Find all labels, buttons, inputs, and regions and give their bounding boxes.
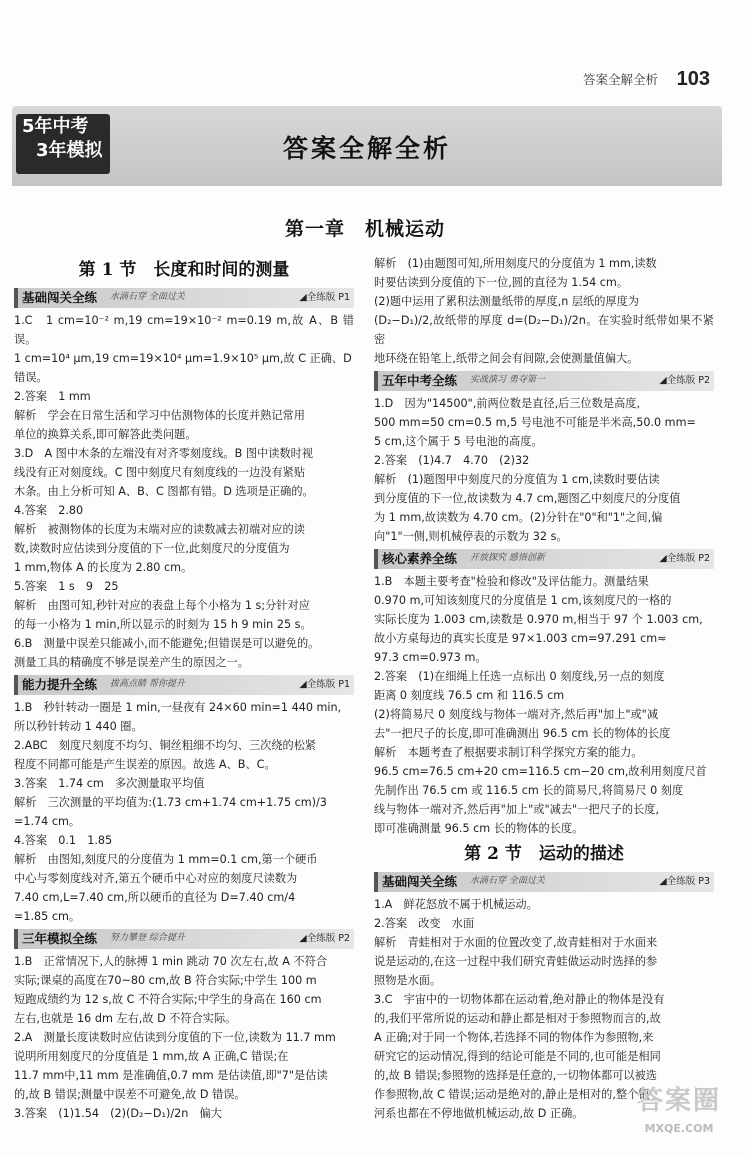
answer-line: 时要估读到分度值的下一位,圆的直径为 1.54 cm。 xyxy=(374,276,629,289)
answer-line: 3.C 宇宙中的一切物体都在运动着,绝对静止的物体是没有 xyxy=(374,992,665,1006)
answer-line: 到分度值的下一位,故读数为 4.7 cm,题图乙中刻度尺的分度值 xyxy=(374,492,681,505)
logo-line2: 3年模拟 xyxy=(36,140,103,161)
answer-line: 的每一小格为 1 min,所以显示的时刻为 15 h 9 min 25 s。 xyxy=(14,617,312,631)
answer-line: 先制作出 76.5 cm 或 116.5 cm 长的简易尺,将简易尺 0 刻度 xyxy=(374,784,684,797)
bar-title: 五年中考全练 xyxy=(382,373,458,388)
answer-line: 为 1 mm,故读数为 4.70 cm。(2)分针在"0"和"1"之间,偏 xyxy=(374,511,663,524)
answer-line: 5 cm,这个属于 5 号电池的高度。 xyxy=(374,435,543,448)
answer-line: 错误。 xyxy=(14,370,48,384)
answer-block xyxy=(14,698,354,926)
right-column xyxy=(374,254,714,1123)
answer-line: 3.答案 1.74 cm 多次测量取平均值 xyxy=(14,776,205,790)
section-bar xyxy=(374,549,714,569)
bar-subtitle: 实战演习 勇夺第一 xyxy=(470,375,545,385)
answer-block xyxy=(374,572,714,838)
answer-block xyxy=(374,254,714,368)
bar-page: ◢全练版 P3 xyxy=(659,875,710,887)
section-bar xyxy=(14,675,354,695)
answer-line: 研究它的运动情况,得到的结论可能是不同的,也可能是相同 xyxy=(374,1049,661,1063)
answer-line: 距离 0 刻度线 76.5 cm 和 116.5 cm xyxy=(374,689,565,702)
answer-line: 去"一把尺子的长度,即可准确测出 96.5 cm 长的物体的长度 xyxy=(374,727,671,740)
answer-line: 2.A 测量长度读数时应估读到分度值的下一位,读数为 11.7 mm xyxy=(14,1030,336,1044)
bar-page: ◢全练版 P1 xyxy=(299,678,350,690)
answer-line: 1.B 本题主要考查"检验和修改"及评估能力。测量结果 xyxy=(374,575,649,588)
answer-line: 7.40 cm,L=7.40 cm,所以硬币的直径为 D=7.40 cm/4 xyxy=(14,890,296,904)
answer-line: 的,故 B 错误;参照物的选择是任意的,一切物体都可以被选 xyxy=(374,1068,657,1082)
answer-line: 解析 (1)题图甲中刻度尺的分度值为 1 cm,读数时要估读 xyxy=(374,473,660,486)
answer-block xyxy=(374,394,714,546)
running-header xyxy=(0,64,750,94)
answer-line: 的,故 B 错误;测量中误差不可避免,故 D 错误。 xyxy=(14,1087,246,1101)
bar-page: ◢全练版 P2 xyxy=(659,553,710,564)
answer-line: 2.答案 (1)4.7 4.70 (2)32 xyxy=(374,454,530,467)
answer-line: 左右,也就是 16 dm 左右,故 D 不符合实际。 xyxy=(14,1011,237,1025)
answer-line: 实际长度为 1.003 cm,读数是 0.970 m,相当于 97 个 1.003 cm, xyxy=(374,613,703,626)
answer-line: 照物是水面。 xyxy=(374,973,442,987)
answer-line: 500 mm=50 cm=0.5 m,5 号电池不可能是半米高,50.0 mm= xyxy=(374,416,696,429)
answer-line: 解析 (1)由题图可知,所用刻度尺的分度值为 1 mm,读数 xyxy=(374,257,657,270)
watermark-top: 答案圈 xyxy=(636,1086,721,1116)
answer-line: 97.3 cm=0.973 m。 xyxy=(374,651,487,664)
answer-line: 1.B 秒针转动一圈是 1 min,一昼夜有 24×60 min=1 440 min, xyxy=(14,700,342,714)
answer-line: 0.970 m,可知该刻度尺的分度值是 1 cm,该刻度尺的一格的 xyxy=(374,594,672,607)
answer-line: 解析 三次测量的平均值为:(1.73 cm+1.74 cm+1.75 cm)/3 xyxy=(14,795,327,809)
answer-line: 6.B 测量中误差只能减小,而不能避免;但错误是可以避免的。 xyxy=(14,636,320,650)
answer-line: 数,读数时应估读到分度值的下一位,此刻度尺的分度值为 xyxy=(14,541,290,555)
answer-line: 向"1"一侧,则机械停表的示数为 32 s。 xyxy=(374,530,568,543)
answer-line: 解析 由图知,刻度尺的分度值为 1 mm=0.1 cm,第一个硬币 xyxy=(14,852,318,866)
answer-line: 中心与零刻度线对齐,第五个硬币中心对应的刻度尺读数为 xyxy=(14,871,298,885)
bar-subtitle: 拔高点睛 帮你提升 xyxy=(110,678,185,689)
answer-line: A 正确;对于同一个物体,若选择不同的物体作为参照物,来 xyxy=(374,1030,654,1044)
answer-line: (2)题中运用了累积法测量纸带的厚度,n 层纸的厚度为 xyxy=(374,295,639,308)
title-banner xyxy=(12,106,722,186)
answer-line: 1.A 鲜花怒放不属于机械运动。 xyxy=(374,897,538,911)
answer-line: 说明所用刻度尺的分度值是 1 mm,故 A 正确,C 错误;在 xyxy=(14,1049,289,1063)
bar-subtitle: 水滴石穿 全面过关 xyxy=(470,875,545,886)
answer-line: 2.答案 1 mm xyxy=(14,389,91,403)
answer-line: 解析 被测物体的长度为末端对应的读数减去初端对应的读 xyxy=(14,522,305,536)
bar-title: 能力提升全练 xyxy=(22,676,98,692)
banner-title: 答案全解全析 xyxy=(282,134,451,163)
answer-line: 解析 本题考查了根据要求制订科学探究方案的能力。 xyxy=(374,746,643,759)
bar-page: ◢全练版 P2 xyxy=(659,375,710,386)
answer-line: 地环绕在铅笔上,纸带之间会有间隙,会使测量值偏大。 xyxy=(374,352,639,365)
answer-line: 4.答案 0.1 1.85 xyxy=(14,833,113,847)
answer-line: =1.85 cm。 xyxy=(14,909,81,923)
watermark xyxy=(614,1082,744,1146)
bar-subtitle: 努力攀登 综合提升 xyxy=(110,932,185,943)
section-bar xyxy=(374,371,714,391)
answer-line: (D₂−D₁)/2,故纸带的厚度 d=(D₂−D₁)/2n。在实验时纸带如果不紧密 xyxy=(374,314,714,346)
answer-line: 的,我们平常所说的运动和静止都是相对于参照物而言的,故 xyxy=(374,1011,661,1025)
answer-line: 单位的换算关系,即可解答此类问题。 xyxy=(14,427,197,441)
answer-line: 1 cm=10⁴ μm,19 cm=19×10⁴ μm=1.9×10⁵ μm,故 C 正确、D xyxy=(14,351,352,365)
answer-line: 96.5 cm=76.5 cm+20 cm=116.5 cm−20 cm,故利用刻度尺首 xyxy=(374,765,707,778)
answer-block xyxy=(14,952,354,1123)
logo-line1: 5年中考 xyxy=(22,116,89,137)
bar-title: 三年模拟全练 xyxy=(22,930,98,946)
answer-line: 2.ABC 刻度尺刻度不均匀、铜丝粗细不均匀、三次绕的松紧 xyxy=(14,738,317,752)
answer-line: 作参照物,故 C 错误;运动是绝对的,静止是相对的,整个银 xyxy=(374,1087,650,1101)
section-title-2: 第 2 节 运动的描述 xyxy=(464,844,624,864)
watermark-bottom: MXQE.COM xyxy=(644,1122,714,1135)
bar-title: 基础闯关全练 xyxy=(382,873,458,889)
section-bar xyxy=(14,288,354,308)
bar-page: ◢全练版 P1 xyxy=(299,291,350,303)
bar-page: ◢全练版 P2 xyxy=(299,932,350,944)
answer-line: 11.7 mm中,11 mm 是准确值,0.7 mm 是估读值,即"7"是估读 xyxy=(14,1068,328,1082)
bar-subtitle: 开放探究 感悟创新 xyxy=(470,553,545,563)
answer-line: 线与物体一端对齐,然后再"加上"或"减去"一把尺子的长度, xyxy=(374,803,660,816)
answer-line: (2)将简易尺 0 刻度线与物体一端对齐,然后再"加上"或"减 xyxy=(374,708,659,721)
answer-line: 5.答案 1 s 9 25 xyxy=(14,579,119,593)
answer-line: 线没有正对刻度线。C 图中刻度尺有刻度线的一边没有紧贴 xyxy=(14,465,306,479)
answer-line: 4.答案 2.80 xyxy=(14,503,84,517)
answer-line: 解析 由图可知,秒针对应的表盘上每个小格为 1 s;分针对应 xyxy=(14,598,310,612)
answer-line: 短跑成绩约为 12 s,故 C 不符合实际;中学生的身高在 160 cm xyxy=(14,992,322,1006)
answer-line: 即可准确测量 96.5 cm 长的物体的长度。 xyxy=(374,822,584,835)
section-bar xyxy=(14,929,354,949)
answer-line: 3.D A 图中木条的左端没有对齐零刻度线。B 图中读数时视 xyxy=(14,446,314,460)
answer-line: 实际;课桌的高度在70~80 cm,故 B 符合实际;中学生 100 m xyxy=(14,973,317,987)
chapter-title: 第一章 机械运动 xyxy=(284,218,445,240)
answer-line: 故小方桌每边的真实长度是 97×1.003 cm=97.291 cm≈ xyxy=(374,632,667,645)
answer-line: 解析 学会在日常生活和学习中估测物体的长度并熟记常用 xyxy=(14,408,305,422)
answer-line: 测量工具的精确度不够是误差产生的原因之一。 xyxy=(14,655,249,669)
answer-line: 1.C 1 cm=10⁻² m,19 cm=19×10⁻² m=0.19 m,故 A、B 错误。 xyxy=(14,313,354,346)
answer-line: 1.D 因为"14500",前两位数是直径,后三位数是高度, xyxy=(374,397,641,410)
section-title-1: 第 1 节 长度和时间的测量 xyxy=(78,260,290,280)
answer-line: 所以秒针转动 1 440 圈。 xyxy=(14,719,143,733)
answer-line: 2.答案 改变 水面 xyxy=(374,916,475,930)
answer-line: 河系也都在不停地做机械运动,故 D 正确。 xyxy=(374,1106,584,1120)
answer-line: 说是运动的,在这一过程中我们研究青蛙做运动时选择的参 xyxy=(374,954,658,968)
header-section: 答案全解全析 xyxy=(582,72,658,87)
answer-line: 程度不同都可能是产生误差的原因。故选 A、B、C。 xyxy=(14,757,276,771)
answer-line: 3.答案 (1)1.54 (2)(D₂−D₁)/2n 偏大 xyxy=(14,1106,222,1120)
answer-line: 解析 青蛙相对于水面的位置改变了,故青蛙相对于水面来 xyxy=(374,935,658,949)
answer-line: 1.B 正常情况下,人的脉搏 1 min 跳动 70 次左右,故 A 不符合 xyxy=(14,954,328,968)
answer-block xyxy=(14,311,354,672)
bar-title: 核心素养全练 xyxy=(382,551,458,566)
page-number: 103 xyxy=(676,68,710,90)
answer-line: =1.74 cm。 xyxy=(14,814,81,828)
left-column xyxy=(14,254,354,1123)
bar-title: 基础闯关全练 xyxy=(22,289,98,305)
answer-line: 1 mm,物体 A 的长度为 2.80 cm。 xyxy=(14,560,193,574)
answer-line: 2.答案 (1)在细绳上任选一点标出 0 刻度线,另一点的刻度 xyxy=(374,670,665,683)
section-bar xyxy=(374,872,714,892)
bar-subtitle: 水滴石穿 全面过关 xyxy=(110,291,185,302)
answer-line: 木条。由上分析可知 A、B、C 图都有错。D 选项是正确的。 xyxy=(14,484,314,498)
